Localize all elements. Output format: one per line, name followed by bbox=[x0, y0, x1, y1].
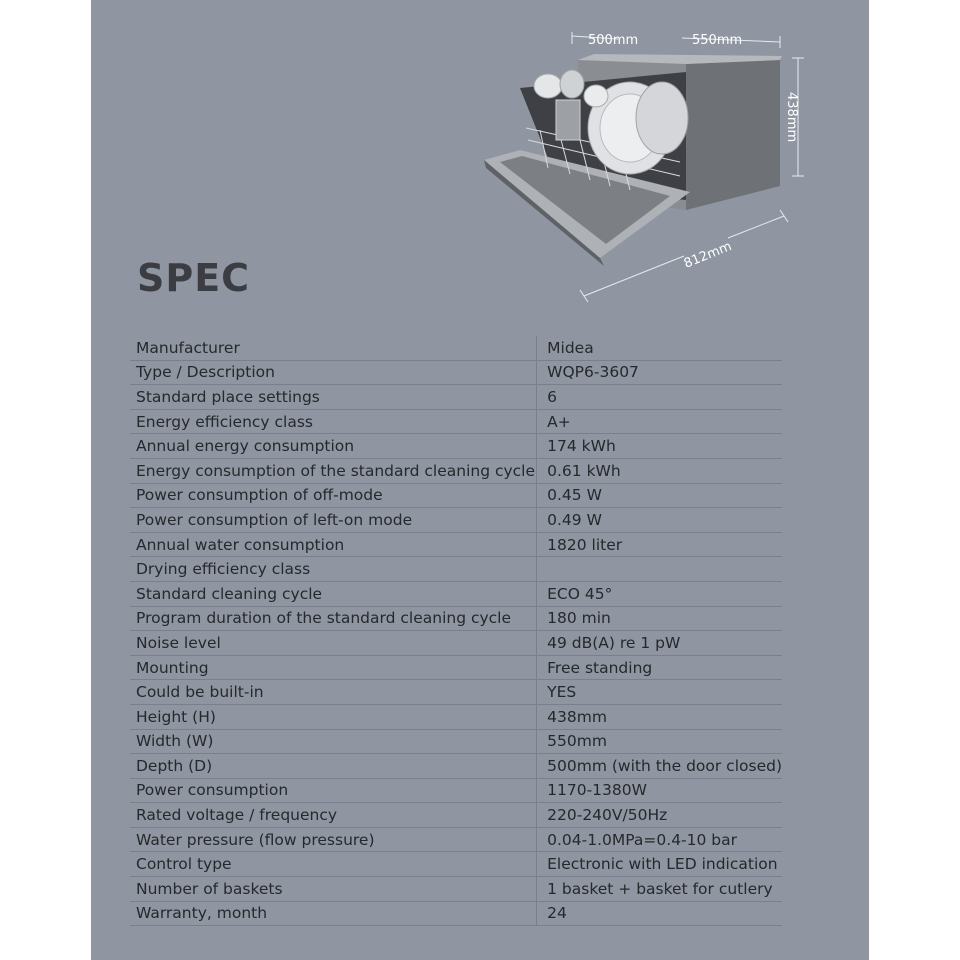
spec-row bbox=[130, 483, 782, 508]
spec-value: 1170-1380W bbox=[537, 778, 782, 803]
spec-label: Energy efficiency class bbox=[130, 409, 537, 434]
page-title: SPEC bbox=[137, 256, 251, 300]
spec-value: A+ bbox=[537, 409, 782, 434]
spec-label: Could be built-in bbox=[130, 680, 537, 705]
spec-row bbox=[130, 508, 782, 533]
spec-row bbox=[130, 704, 782, 729]
dimension-diagonal-label: 812mm bbox=[681, 239, 734, 272]
spec-value: 180 min bbox=[537, 606, 782, 631]
spec-label: Mounting bbox=[130, 655, 537, 680]
spec-label: Number of baskets bbox=[130, 877, 537, 902]
spec-label: Type / Description bbox=[130, 360, 537, 385]
spec-row bbox=[130, 680, 782, 705]
spec-row bbox=[130, 409, 782, 434]
spec-value: YES bbox=[537, 680, 782, 705]
spec-value: 6 bbox=[537, 385, 782, 410]
spec-value: Electronic with LED indication bbox=[537, 852, 782, 877]
spec-value: 438mm bbox=[537, 704, 782, 729]
spec-label: Energy consumption of the standard cleaning cycle bbox=[130, 458, 537, 483]
spec-row bbox=[130, 778, 782, 803]
spec-value: Midea bbox=[537, 336, 782, 360]
spec-label: Depth (D) bbox=[130, 754, 537, 779]
spec-label: Drying efficiency class bbox=[130, 557, 537, 582]
spec-label: Manufacturer bbox=[130, 336, 537, 360]
spec-value: ECO 45° bbox=[537, 581, 782, 606]
spec-label: Water pressure (flow pressure) bbox=[130, 827, 537, 852]
spec-value: 220-240V/50Hz bbox=[537, 803, 782, 828]
spec-value: 0.04-1.0MPa=0.4-10 bar bbox=[537, 827, 782, 852]
spec-label: Control type bbox=[130, 852, 537, 877]
spec-row bbox=[130, 458, 782, 483]
spec-value: 1820 liter bbox=[537, 532, 782, 557]
spec-table-body bbox=[130, 336, 782, 926]
dimension-width-label: 550mm bbox=[692, 33, 743, 48]
spec-value: 0.45 W bbox=[537, 483, 782, 508]
spec-label: Program duration of the standard cleaning cycle bbox=[130, 606, 537, 631]
spec-label: Height (H) bbox=[130, 704, 537, 729]
spec-value: 0.49 W bbox=[537, 508, 782, 533]
spec-label: Annual energy consumption bbox=[130, 434, 537, 459]
spec-label: Power consumption of left-on mode bbox=[130, 508, 537, 533]
spec-row bbox=[130, 655, 782, 680]
spec-row bbox=[130, 852, 782, 877]
dimension-depth-label: 500mm bbox=[588, 33, 639, 48]
dishwasher-illustration bbox=[470, 20, 820, 320]
spec-value: 1 basket + basket for cutlery bbox=[537, 877, 782, 902]
dimension-height-label: 438mm bbox=[784, 92, 799, 143]
spec-row bbox=[130, 557, 782, 582]
spec-row bbox=[130, 901, 782, 926]
spec-value: 550mm bbox=[537, 729, 782, 754]
spec-value: 24 bbox=[537, 901, 782, 926]
spec-row bbox=[130, 877, 782, 902]
spec-row bbox=[130, 803, 782, 828]
spec-value bbox=[537, 557, 782, 582]
spec-label: Width (W) bbox=[130, 729, 537, 754]
spec-row bbox=[130, 631, 782, 656]
spec-row bbox=[130, 532, 782, 557]
spec-label: Noise level bbox=[130, 631, 537, 656]
spec-row bbox=[130, 606, 782, 631]
spec-label: Annual water consumption bbox=[130, 532, 537, 557]
spec-value: WQP6-3607 bbox=[537, 360, 782, 385]
spec-row bbox=[130, 581, 782, 606]
spec-label: Warranty, month bbox=[130, 901, 537, 926]
spec-value: 49 dB(A) re 1 pW bbox=[537, 631, 782, 656]
spec-label: Standard place settings bbox=[130, 385, 537, 410]
spec-value: 500mm (with the door closed) bbox=[537, 754, 782, 779]
spec-value: Free standing bbox=[537, 655, 782, 680]
spec-row bbox=[130, 729, 782, 754]
spec-row bbox=[130, 360, 782, 385]
spec-row bbox=[130, 385, 782, 410]
spec-row bbox=[130, 434, 782, 459]
spec-label: Rated voltage / frequency bbox=[130, 803, 537, 828]
spec-label: Power consumption bbox=[130, 778, 537, 803]
spec-table bbox=[130, 336, 782, 926]
spec-row bbox=[130, 827, 782, 852]
spec-row bbox=[130, 336, 782, 360]
spec-label: Standard cleaning cycle bbox=[130, 581, 537, 606]
spec-value: 174 kWh bbox=[537, 434, 782, 459]
spec-label: Power consumption of off-mode bbox=[130, 483, 537, 508]
spec-row bbox=[130, 754, 782, 779]
spec-value: 0.61 kWh bbox=[537, 458, 782, 483]
